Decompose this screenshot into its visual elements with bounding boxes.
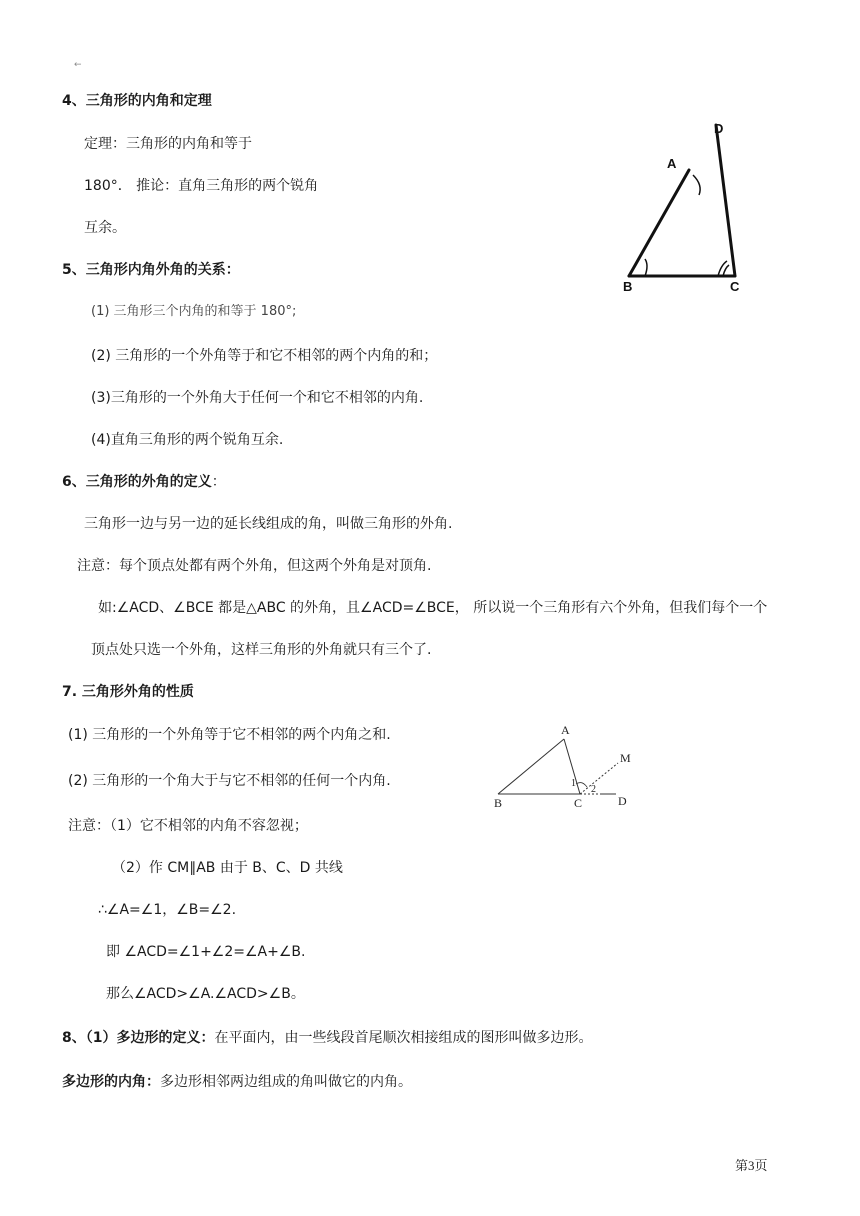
label-d: D: [714, 121, 724, 136]
section-7-title: 7. 三角形外角的性质: [62, 684, 194, 700]
section-4-line-1: 定理：三角形的内角和等于: [84, 136, 252, 152]
segment-ba: [629, 170, 689, 276]
triangle-abc-figure: [615, 115, 765, 295]
section-7-note-2: （2）作 CM∥AB 由于 B、C、D 共线: [112, 860, 343, 876]
section-5-item-4: (4)直角三角形的两个锐角互余.: [91, 432, 284, 448]
label-a: A: [667, 156, 677, 171]
section-6-line-2: 注意：每个顶点处都有两个外角，但这两个外角是对顶角.: [77, 558, 432, 574]
section-5-title: 5、三角形内角外角的关系：: [62, 262, 240, 278]
segment-cd: [716, 125, 735, 276]
section-7-note-5: 那么∠ACD>∠A.∠ACD>∠B。: [106, 986, 305, 1002]
label-a: A: [561, 723, 570, 737]
label-angle-1: 1: [571, 778, 576, 789]
section-5-item-3: (3)三角形的一个外角大于任何一个和它不相邻的内角.: [91, 390, 424, 406]
section-7-note-4: 即 ∠ACD=∠1+∠2=∠A+∠B.: [106, 944, 306, 960]
section-6-line-1: 三角形一边与另一边的延长线组成的角，叫做三角形的外角.: [84, 516, 453, 532]
segment-cm-parallel: [580, 763, 618, 794]
triangle-exterior-angle-figure: [488, 720, 648, 815]
section-7-item-2: (2) 三角形的一个角大于与它不相邻的任何一个内角.: [68, 773, 391, 789]
section-7-item-1: (1) 三角形的一个外角等于它不相邻的两个内角之和.: [68, 727, 391, 743]
label-c: C: [730, 279, 740, 294]
section-6-line-4: 顶点处只选一个外角，这样三角形的外角就只有三个了.: [91, 642, 432, 658]
angle-arc-a: [693, 175, 700, 195]
section-4-title: 4、三角形的内角和定理: [62, 93, 212, 109]
section-5-item-2: (2) 三角形的一个外角等于和它不相邻的两个内角的和；: [91, 348, 438, 364]
section-8-line-1: [62, 1028, 592, 1048]
angle-arc-b: [645, 259, 647, 276]
section-4-line-2: 180°． 推论：直角三角形的两个锐角: [84, 178, 319, 194]
section-6-title-colon: ：: [211, 474, 226, 490]
section-8-line-2: [62, 1072, 412, 1092]
label-c: C: [574, 796, 583, 810]
label-d: D: [618, 794, 627, 808]
angle-arc-c-inner: [723, 265, 729, 276]
page-number: 第3页: [735, 1158, 768, 1173]
section-4-line-3: 互余。: [84, 220, 126, 236]
section-8-interior-angle-label: 多边形的内角：: [62, 1074, 160, 1090]
paragraph-mark: ←: [74, 60, 82, 70]
label-b: B: [494, 796, 503, 810]
section-6-line-3: 如:∠ACD、∠BCE 都是△ABC 的外角，且∠ACD=∠BCE， 所以说一个三角形有六个外角，但我们每个一个: [98, 600, 768, 616]
section-8-polygon-definition-label: 8、（1）多边形的定义：: [62, 1030, 215, 1046]
section-5-item-1: (1) 三角形三个内角的和等于 180°;: [91, 304, 297, 319]
segment-ba: [498, 739, 564, 794]
section-6-title: [62, 472, 226, 492]
section-7-note-3: ∴∠A=∠1，∠B=∠2.: [98, 902, 237, 918]
label-b: B: [623, 279, 633, 294]
label-angle-2: 2: [591, 784, 596, 795]
section-8-interior-angle-definition: 多边形相邻两边组成的角叫做它的内角。: [160, 1074, 412, 1090]
label-m: M: [620, 751, 631, 765]
section-8-polygon-definition: 在平面内，由一些线段首尾顺次相接组成的图形叫做多边形。: [214, 1030, 593, 1046]
section-6-title-bold: 6、三角形的外角的定义: [62, 474, 212, 490]
section-7-note-1: 注意：（1）它不相邻的内角不容忽视；: [68, 818, 308, 834]
